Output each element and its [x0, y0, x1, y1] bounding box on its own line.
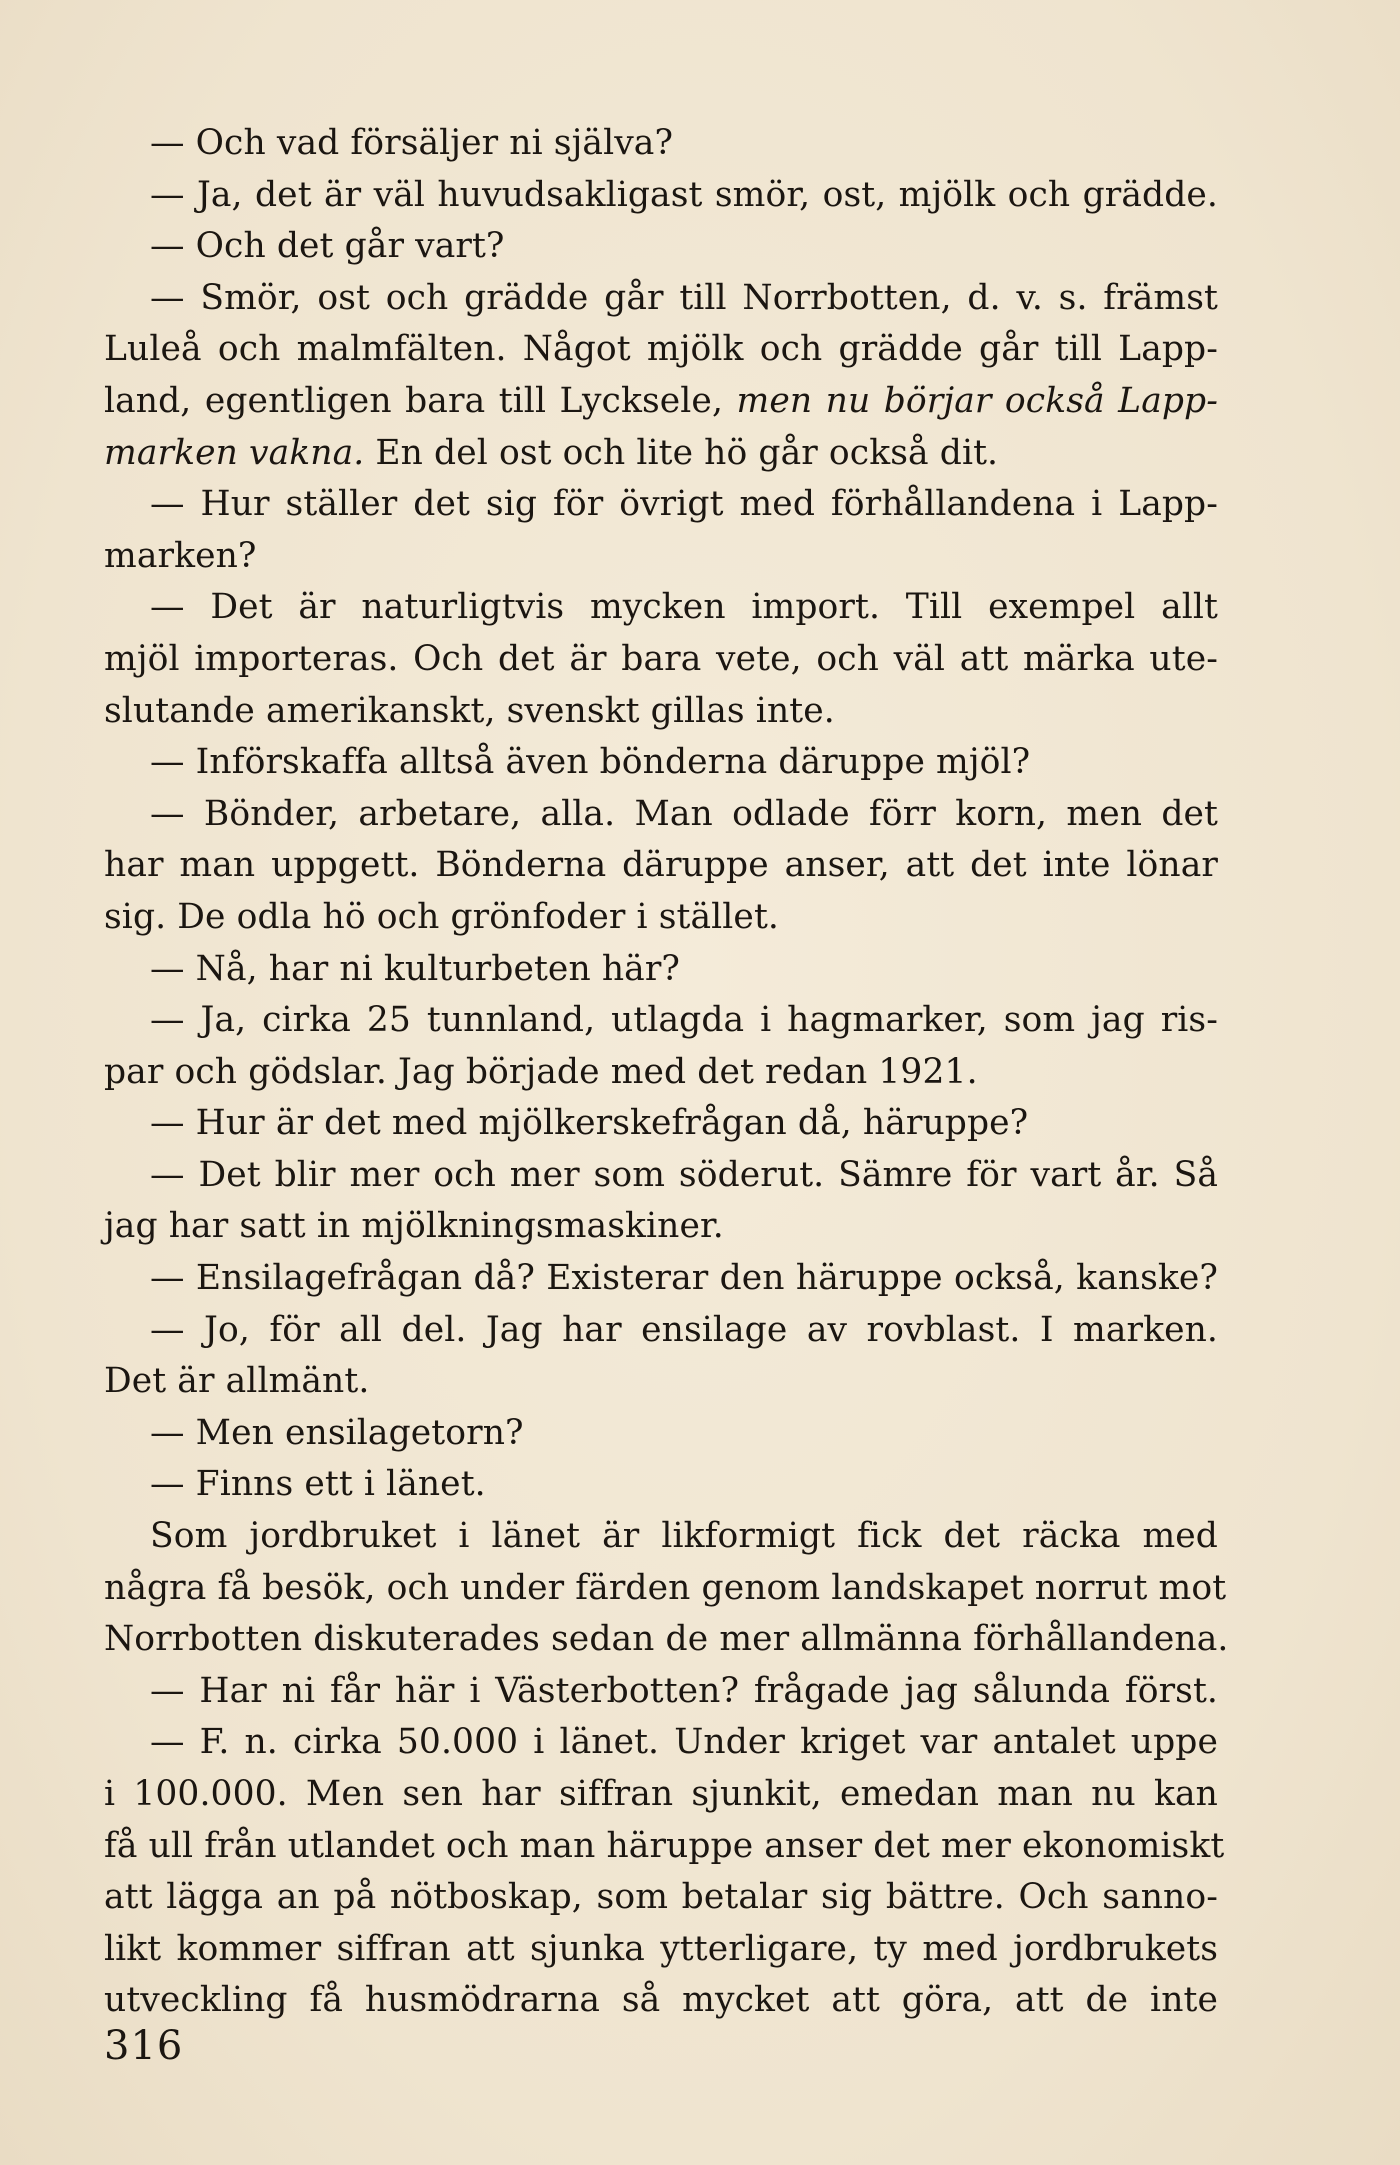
text-run: att lägga an på nötboskap, som betalar sig bättre. Och sanno-: [104, 1877, 1218, 1918]
text-line: [104, 324, 1218, 376]
text-run: Som jordbruket i länet är likformigt fick det räcka med: [150, 1516, 1218, 1557]
text-run: — Införskaffa alltså även bönderna däruppe mjöl?: [150, 742, 1031, 783]
text-run: Det är allmänt.: [104, 1361, 370, 1402]
text-line: [104, 686, 1218, 738]
text-line: [104, 1356, 1218, 1408]
text-line: [104, 1614, 1229, 1666]
text-line: [104, 737, 1218, 789]
text-run: få ull från utlandet och man häruppe anser det mer ekonomiskt: [104, 1825, 1225, 1866]
text-run: — Hur är det med mjölkerskefrågan då, häruppe?: [150, 1103, 1029, 1144]
text-line: [104, 1666, 1218, 1718]
text-run: — Nå, har ni kulturbeten här?: [150, 948, 681, 989]
text-line: [104, 789, 1218, 841]
text-line: [104, 634, 1218, 686]
text-line: [104, 1563, 1227, 1615]
text-run: par och gödslar. Jag började med det redan 1921.: [104, 1051, 978, 1092]
text-run: — Bönder, arbetare, alla. Man odlade förr korn, men det: [150, 793, 1218, 834]
text-run: — Det blir mer och mer som söderut. Sämre för vart år. Så: [150, 1154, 1218, 1195]
text-line: [104, 1511, 1218, 1563]
text-run: i 100.000. Men sen har siffran sjunkit, emedan man nu kan: [104, 1774, 1218, 1814]
text-run: jag har satt in mjölkningsmaskiner.: [104, 1206, 724, 1247]
text-run: några få besök, och under färden genom landskapet norrut mot: [104, 1567, 1227, 1608]
text-line: [104, 1769, 1218, 1821]
text-line: [104, 221, 1218, 273]
text-run: — F. n. cirka 50.000 i länet. Under kriget var antalet uppe: [150, 1722, 1218, 1763]
text-run: Luleå och malmfälten. Något mjölk och grädde går till Lapp-: [104, 329, 1218, 370]
page-number: 316: [104, 2023, 184, 2069]
text-run: En del ost och lite hö går också dit.: [364, 432, 999, 473]
text-line: [104, 1459, 1218, 1511]
text-run: — Har ni får här i Västerbotten? frågade jag sålunda först.: [150, 1670, 1218, 1711]
text-line: [104, 531, 1218, 583]
text-line: [104, 1872, 1218, 1924]
text-line: [104, 1305, 1218, 1357]
text-run: likt kommer siffran att sjunka ytterligare, ty med jordbrukets: [104, 1928, 1218, 1969]
text-line: [104, 428, 1218, 480]
text-line: [104, 1975, 1218, 2027]
text-line: [104, 479, 1218, 531]
text-line: [104, 892, 1218, 944]
text-line: [104, 840, 1218, 892]
text-line: [104, 944, 1218, 996]
text-run: — Och vad försäljer ni själva?: [150, 123, 674, 163]
text-run: — Och det går vart?: [150, 226, 505, 267]
text-run: mjöl importeras. Och det är bara vete, och väl att märka ute-: [104, 638, 1218, 679]
text-line: [104, 1047, 1218, 1099]
italic-run: men nu börjar också Lapp-: [736, 380, 1218, 421]
text-run: Norrbotten diskuterades sedan de mer allmänna förhållandena.: [104, 1619, 1229, 1660]
text-run: land, egentligen bara till Lycksele,: [104, 380, 737, 421]
text-line: [104, 170, 1218, 222]
italic-run: marken vakna.: [104, 432, 365, 473]
text-line: [104, 1924, 1218, 1976]
text-line: [104, 1253, 1218, 1305]
text-run: — Smör, ost och grädde går till Norrbotten, d. v. s. främst: [150, 277, 1218, 318]
body-text: [104, 118, 1229, 2027]
text-run: — Ja, cirka 25 tunnland, utlagda i hagmarker, som jag ris-: [150, 1000, 1218, 1041]
text-run: — Det är naturligtvis mycken import. Till exempel allt: [150, 587, 1218, 628]
text-line: [104, 1150, 1218, 1202]
text-run: — Men ensilagetorn?: [150, 1412, 524, 1453]
text-line: [104, 118, 1218, 170]
text-run: — Jo, för all del. Jag har ensilage av rovblast. I marken.: [150, 1309, 1218, 1350]
text-run: — Finns ett i länet.: [150, 1464, 486, 1505]
text-run: — Ensilagefrågan då? Existerar den häruppe också, kanske?: [150, 1258, 1218, 1299]
text-line: [104, 1821, 1225, 1873]
text-line: [104, 582, 1218, 634]
text-line: [104, 376, 1218, 428]
text-run: slutande amerikanskt, svenskt gillas inte.: [104, 690, 835, 731]
text-line: [104, 995, 1218, 1047]
text-run: utveckling få husmödrarna så mycket att göra, att de inte: [104, 1980, 1218, 2021]
text-run: har man uppgett. Bönderna däruppe anser, att det inte lönar: [104, 845, 1218, 886]
text-line: [104, 1408, 1218, 1460]
text-run: — Ja, det är väl huvudsakligast smör, ost, mjölk och grädde.: [150, 174, 1218, 215]
text-run: marken?: [104, 535, 257, 576]
text-line: [104, 1201, 1218, 1253]
text-run: — Hur ställer det sig för övrigt med förhållandena i Lapp-: [150, 484, 1218, 525]
text-run: sig. De odla hö och grönfoder i stället.: [104, 896, 779, 937]
text-line: [104, 1098, 1218, 1150]
text-line: [104, 1717, 1218, 1769]
text-line: [104, 273, 1218, 325]
